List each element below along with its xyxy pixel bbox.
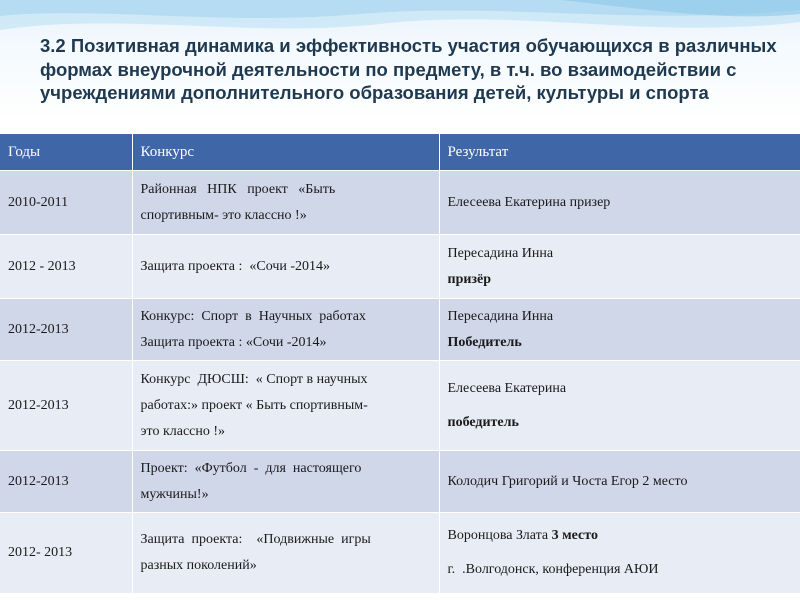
contest-line: работах:» проект « Быть спортивным- — [140, 397, 368, 413]
contest-cell — [132, 299, 439, 361]
header-contest: Конкурс — [132, 134, 439, 171]
contest-line: Конкурс: Спорт в Научных работах — [140, 308, 366, 324]
contest-line: это классно !» — [140, 423, 226, 439]
contest-line: Защита проекта : «Сочи -2014» — [140, 334, 327, 350]
contest-line: Конкурс ДЮСШ: « Спорт в научных — [140, 371, 368, 387]
year-cell: 2012 - 2013 — [0, 235, 132, 299]
result-note: г. .Волгодонск, конференция АЮИ — [447, 561, 659, 577]
result-place: 3 место — [551, 527, 598, 543]
result-cell — [439, 513, 800, 593]
contest-cell — [132, 235, 439, 299]
result-cell — [439, 235, 800, 299]
contest-cell — [132, 361, 439, 451]
header-years: Годы — [0, 134, 132, 171]
slide-title: 3.2 Позитивная динамика и эффективность участия обучающихся в различных формах внеурочной деятельности по предмету, в т.ч. во взаимодействии с учреждениями дополнительного образования детей, культуры и спорта — [40, 35, 777, 103]
result-name: Колодич Григорий и Чоста Егор 2 место — [447, 473, 688, 489]
result-place: призёр — [447, 271, 492, 287]
table-row — [0, 299, 800, 361]
contest-line: Проект: «Футбол - для настоящего — [140, 460, 362, 476]
contest-line: мужчины!» — [140, 486, 209, 502]
year-cell: 2012-2013 — [0, 451, 132, 513]
contest-cell — [132, 171, 439, 235]
result-name: Воронцова Злата — [447, 527, 552, 543]
year-cell: 2012-2013 — [0, 299, 132, 361]
contest-line: спортивным- это классно !» — [140, 207, 307, 223]
contest-line: Защита проекта: «Подвижные игры — [140, 531, 371, 547]
result-name: Елесеева Екатерина — [447, 380, 567, 396]
result-name-line — [448, 523, 792, 549]
result-cell — [439, 299, 800, 361]
table-row — [0, 235, 800, 299]
table-header-row — [0, 134, 800, 171]
result-cell — [439, 171, 800, 235]
year-cell: 2010-2011 — [0, 171, 132, 235]
results-table — [0, 134, 800, 593]
year-cell: 2012- 2013 — [0, 513, 132, 593]
table-row — [0, 361, 800, 451]
result-name: Елесеева Екатерина призер — [447, 194, 611, 210]
result-cell — [439, 361, 800, 451]
contest-cell — [132, 451, 439, 513]
table-row — [0, 513, 800, 593]
result-cell — [439, 451, 800, 513]
table-row — [0, 451, 800, 513]
contest-line: Районная НПК проект «Быть — [140, 181, 336, 197]
table-row — [0, 171, 800, 235]
year-cell: 2012-2013 — [0, 361, 132, 451]
header-result: Результат — [439, 134, 800, 171]
result-name: Пересадина Инна — [447, 308, 554, 324]
result-place: победитель — [447, 414, 519, 430]
contest-line: разных поколений» — [140, 557, 257, 573]
contest-line: Защита проекта : «Сочи -2014» — [140, 258, 331, 274]
result-place: Победитель — [447, 334, 522, 350]
contest-cell — [132, 513, 439, 593]
result-name: Пересадина Инна — [447, 245, 554, 261]
